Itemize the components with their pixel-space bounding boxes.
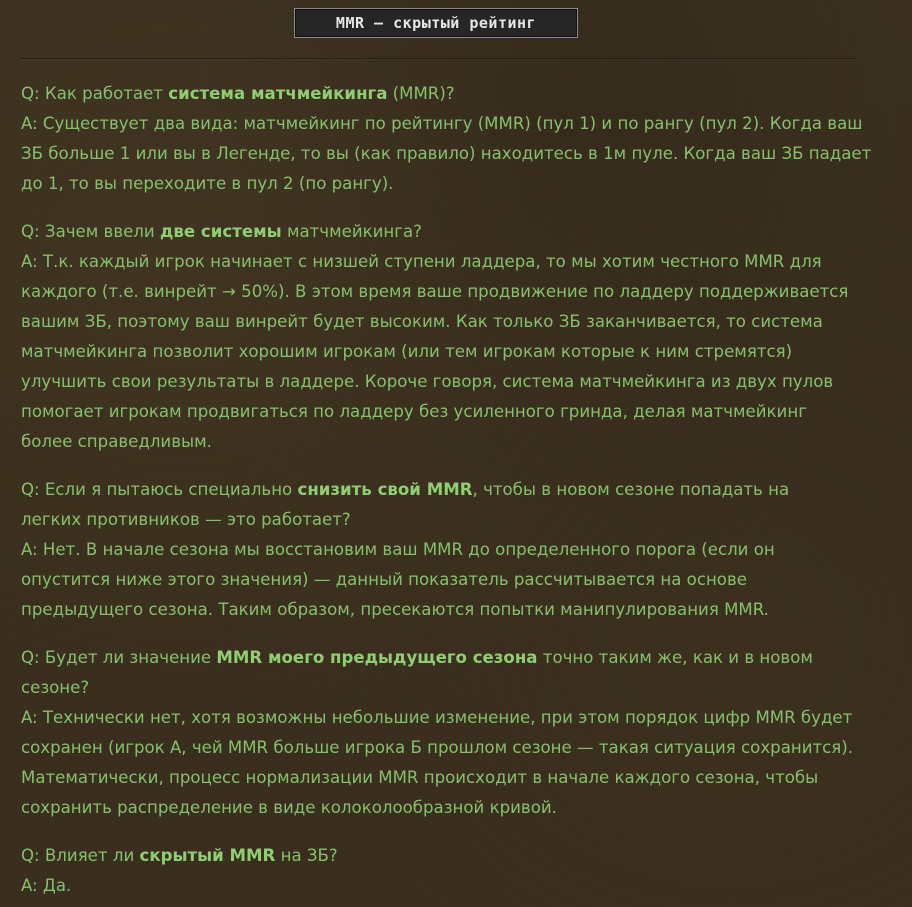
faq-answer-line: A: Да. — [21, 876, 72, 895]
faq-question-line2: сезоне? — [21, 678, 90, 697]
faq-question: Q: Будет ли значение MMR моего предыдущего сезона точно таким же, как и в новом — [21, 648, 813, 667]
faq-list — [21, 79, 881, 907]
faq-item — [21, 475, 881, 625]
faq-answer-line: A: Технически нет, хотя возможны небольшие изменение, при этом порядок цифр MMR будет — [21, 708, 853, 727]
faq-answer-line: A: Существует два вида: матчмейкинг по рейтингу (MMR) (пул 1) и по рангу (пул 2). Когда ваш — [21, 114, 863, 133]
faq-item — [21, 79, 881, 199]
faq-answer-line: более справедливым. — [21, 432, 212, 451]
faq-answer-line: Математически, процесс нормализации MMR происходит в начале каждого сезона, чтобы — [21, 768, 819, 787]
faq-item — [21, 841, 881, 901]
faq-answer-line: предыдущего сезона. Таким образом, пресекаются попытки манипулирования MMR. — [21, 600, 769, 619]
faq-question-line2: легких противников — это работает? — [21, 510, 351, 529]
faq-answer-line: матчмейкинга позволит хорошим игрокам (или тем игрокам которые к ним стремятся) — [21, 342, 793, 361]
faq-question: Q: Влияет ли скрытый MMR на ЗБ? — [21, 846, 338, 865]
faq-answer-line: сохранить распределение в виде колоколообразной кривой. — [21, 798, 557, 817]
faq-answer-line: ЗБ больше 1 или вы в Легенде, то вы (как правило) находитесь в 1м пуле. Когда ваш ЗБ падает — [21, 144, 872, 163]
faq-question: Q: Как работает система матчмейкинга (MMR)? — [21, 84, 455, 103]
faq-answer-line: сохранен (игрок А, чей MMR больше игрока Б прошлом сезоне — такая ситуация сохранится). — [21, 738, 854, 757]
faq-answer-line: A: Т.к. каждый игрок начинает с низшей ступени ладдера, то мы хотим честного MMR для — [21, 252, 822, 271]
faq-question: Q: Зачем ввели две системы матчмейкинга? — [21, 222, 422, 241]
faq-question: Q: Если я пытаюсь специально снизить свой MMR, чтобы в новом сезоне попадать на — [21, 480, 790, 499]
faq-answer-line: опустится ниже этого значения) — данный показатель рассчитывается на основе — [21, 570, 747, 589]
faq-answer-line: помогает игрокам продвигаться по ладдеру без усиленного гринда, делая матчмейкинг — [21, 402, 807, 421]
faq-answer-line: улучшить свои результаты в ладдере. Короче говоря, система матчмейкинга из двух пулов — [21, 372, 834, 391]
faq-item — [21, 217, 881, 457]
faq-item — [21, 643, 881, 823]
faq-answer-line: A: Нет. В начале сезона мы восстановим ваш MMR до определенного порога (если он — [21, 540, 775, 559]
divider — [20, 58, 856, 59]
faq-answer-line: каждого (т.е. винрейт → 50%). В этом время ваше продвижение по ладдеру поддерживается — [21, 282, 849, 301]
faq-answer-line: до 1, то вы переходите в пул 2 (по рангу). — [21, 174, 394, 193]
page-title-box — [294, 8, 578, 38]
faq-answer-line: вашим ЗБ, поэтому ваш винрейт будет высоким. Как только ЗБ заканчивается, то система — [21, 312, 823, 331]
page-title: MMR — скрытый рейтинг — [335, 14, 537, 32]
